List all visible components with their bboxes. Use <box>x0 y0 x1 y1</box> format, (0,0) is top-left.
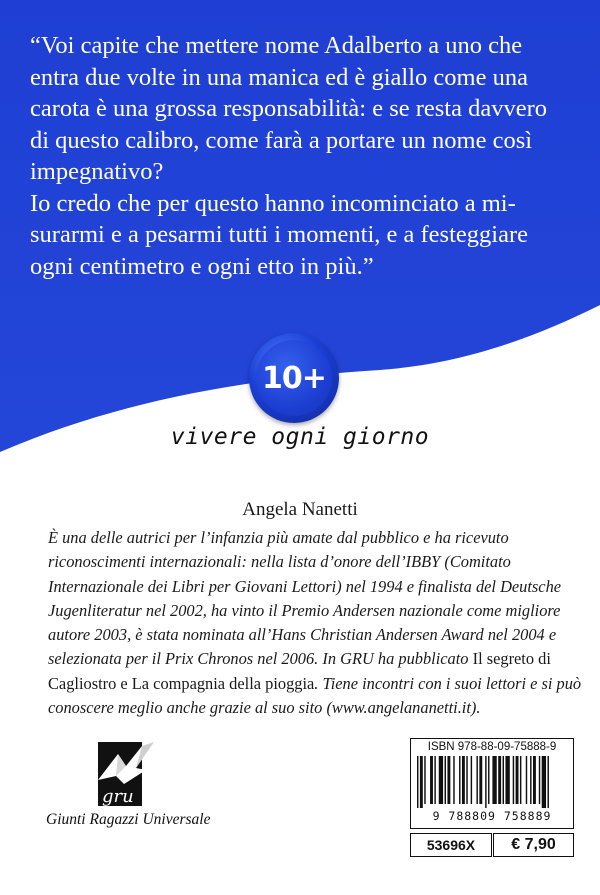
barcode-bar <box>430 756 433 804</box>
quote-line: ogni centimetro e ogni etto in più.” <box>30 252 374 280</box>
quote-line: entra due volte in una manica ed è giallo come una <box>30 63 528 91</box>
bio-book-title: La compagnia della pioggia <box>131 673 315 693</box>
barcode-bar <box>439 756 443 804</box>
age-badge-label: 10+ <box>256 340 332 416</box>
barcode-box <box>410 738 574 829</box>
quote-line: “Voi capite che mettere nome Adalberto a uno che <box>30 32 523 59</box>
barcode-bar <box>420 756 423 808</box>
barcode-bar <box>485 756 486 808</box>
barcode-number: 9 788809 758889 <box>432 809 552 823</box>
barcode-bar <box>539 756 540 804</box>
barcode-bar <box>434 756 435 804</box>
price-label: € 7,90 <box>493 833 574 857</box>
barcode-bar <box>492 756 496 804</box>
barcode-bar <box>530 756 531 804</box>
gru-logo-text: gru <box>102 786 134 807</box>
isbn-label: ISBN 978-88-09-75888-9 <box>427 741 557 753</box>
bio-book-title: Il segreto di Cagliostro <box>48 649 551 693</box>
series-title: vivere ogni giorno <box>170 424 430 450</box>
barcode-bar <box>533 756 536 804</box>
barcode-bar <box>453 756 454 804</box>
barcode-bar <box>479 756 482 804</box>
bio-text: È una delle autrici per l’infanzia più amate dal pubblico e ha ricevuto riconoscimenti internazionali: nella lista d’onore dell’IBBY (Comitato Internazionale dei Libri per Giovani Lettori) nel 1994 e finalista del Deutsche Jugenliteratur nel 2002, ha vinto il Premio Andersen nazionale come migliore autore 2003, è stata nominata all’Hans Christian Andersen Award nel 2004 e selezionata per il Prix Chronos nel 2006. In GRU ha pubblicato <box>48 528 562 669</box>
barcode-bar <box>424 756 425 804</box>
barcode-bar <box>505 756 509 804</box>
bio-conjunction: e <box>116 673 132 693</box>
barcode-bar <box>526 756 527 804</box>
barcode-bar <box>476 756 477 804</box>
gru-logo <box>96 740 156 808</box>
barcode-bar <box>520 756 521 804</box>
quote-block <box>30 30 575 282</box>
age-badge <box>249 333 339 423</box>
barcode-bar <box>466 756 467 804</box>
barcode-bar <box>503 756 504 804</box>
quote-line: surarmi e a pesarmi tutti i momenti, e a festeggiare <box>30 221 528 248</box>
barcode-bar <box>459 756 460 804</box>
quote-line: carota è una grossa responsabilità: e se resta davvero <box>30 95 548 122</box>
barcode-bar <box>488 756 489 804</box>
author-name: Angela Nanetti <box>242 499 358 520</box>
barcode-bar <box>417 756 418 808</box>
barcode-bar <box>471 756 472 804</box>
barcode-bar <box>516 756 519 804</box>
quote-line: impegnativo? <box>30 158 164 185</box>
bio-text: . Tiene incontri con i suoi lettori e si può conoscere meglio anche grazie al suo sito (www.angelananetti.it). <box>48 673 582 718</box>
barcode <box>415 756 569 808</box>
product-code: 53696X <box>410 833 492 857</box>
barcode-bar <box>445 756 446 804</box>
barcode-bar <box>447 756 450 804</box>
quote-line: Io credo che per questo hanno incominciato a mi- <box>30 189 516 217</box>
author-bio <box>48 526 583 720</box>
barcode-bar <box>462 756 465 804</box>
barcode-bar <box>542 756 546 808</box>
barcode-bar <box>498 756 501 804</box>
barcode-bar <box>548 756 549 808</box>
barcode-bar <box>513 756 514 804</box>
quote-line: di questo calibro, come farà a portare un nome così <box>30 126 533 154</box>
publisher-name: Giunti Ragazzi Universale <box>46 811 211 828</box>
